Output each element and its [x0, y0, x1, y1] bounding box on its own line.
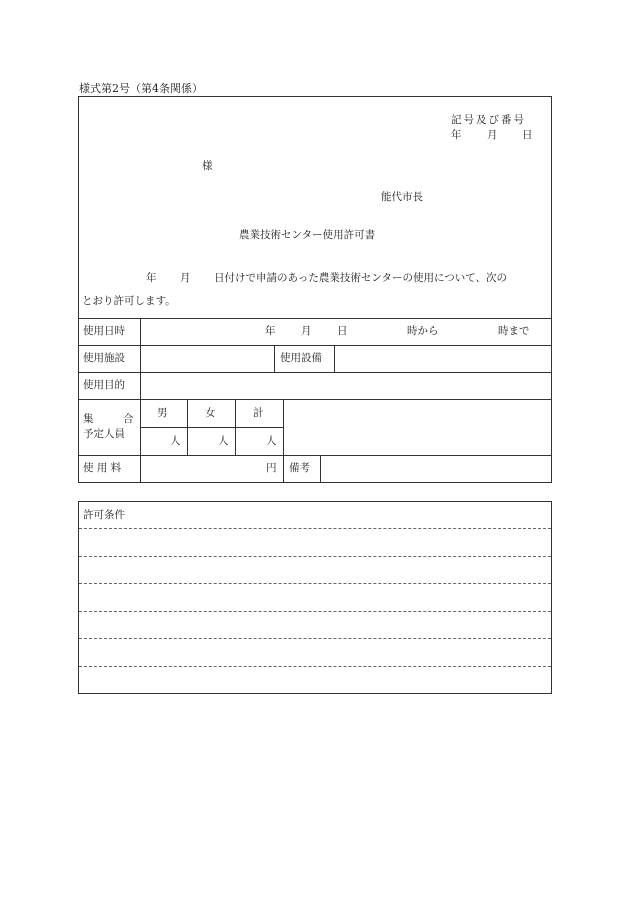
- facility-label: 使用施設: [83, 352, 125, 364]
- table-top-border: [78, 318, 552, 319]
- ref-number-label: 記号及び番号: [451, 114, 526, 126]
- label-column-divider: [140, 318, 141, 483]
- row-divider: [78, 399, 552, 400]
- remarks-divider: [320, 455, 321, 483]
- condition-line: [79, 556, 551, 557]
- issue-date-month: 月: [487, 129, 498, 141]
- gather-label-2: 合: [123, 413, 134, 425]
- total-header: 計: [253, 407, 264, 419]
- remarks-label: 備考: [289, 462, 310, 474]
- fee-divider: [283, 455, 284, 483]
- condition-line: [79, 638, 551, 639]
- conditions-title: 許可条件: [83, 509, 125, 521]
- people-col-divider: [187, 399, 188, 455]
- expected-people-label: 予定人員: [83, 428, 125, 440]
- row-divider: [140, 427, 283, 428]
- issue-date-day: 日: [522, 129, 533, 141]
- people-col-divider: [235, 399, 236, 455]
- female-unit: 人: [218, 435, 229, 447]
- use-datetime-label: 使用日時: [83, 325, 125, 337]
- equipment-divider: [334, 345, 335, 372]
- total-unit: 人: [266, 435, 277, 447]
- row-divider: [78, 455, 552, 456]
- body-year: 年: [146, 272, 157, 284]
- issuer: 能代市長: [381, 191, 423, 203]
- body-month: 月: [180, 272, 191, 284]
- datetime-until: 時まで: [498, 325, 530, 337]
- datetime-from: 時から: [407, 325, 439, 337]
- people-col-divider: [283, 399, 284, 455]
- condition-line: [79, 611, 551, 612]
- row-divider: [78, 345, 552, 346]
- permit-title: 農業技術センター使用許可書: [239, 229, 376, 241]
- issue-date-year: 年: [451, 129, 462, 141]
- male-header: 男: [157, 407, 168, 419]
- body-line-2: とおり許可します。: [82, 295, 176, 307]
- addressee-suffix: 様: [202, 160, 213, 172]
- permit-box: [78, 96, 552, 483]
- form-label: 様式第2号（第4条関係）: [79, 82, 203, 95]
- male-unit: 人: [170, 435, 181, 447]
- datetime-year: 年: [265, 325, 276, 337]
- condition-line: [79, 583, 551, 584]
- fee-label: 使 用 料: [83, 462, 122, 474]
- gather-label-1: 集: [83, 413, 94, 425]
- purpose-label: 使用目的: [83, 379, 125, 391]
- condition-line: [79, 666, 551, 667]
- condition-line: [79, 528, 551, 529]
- row-divider: [78, 372, 552, 373]
- equipment-label: 使用設備: [280, 352, 322, 364]
- female-header: 女: [205, 407, 216, 419]
- yen-unit: 円: [266, 462, 277, 474]
- body-line-1: 日付けで申請のあった農業技術センターの使用について、次の: [214, 272, 508, 284]
- datetime-month: 月: [301, 325, 312, 337]
- facility-divider: [274, 345, 275, 372]
- datetime-day: 日: [337, 325, 348, 337]
